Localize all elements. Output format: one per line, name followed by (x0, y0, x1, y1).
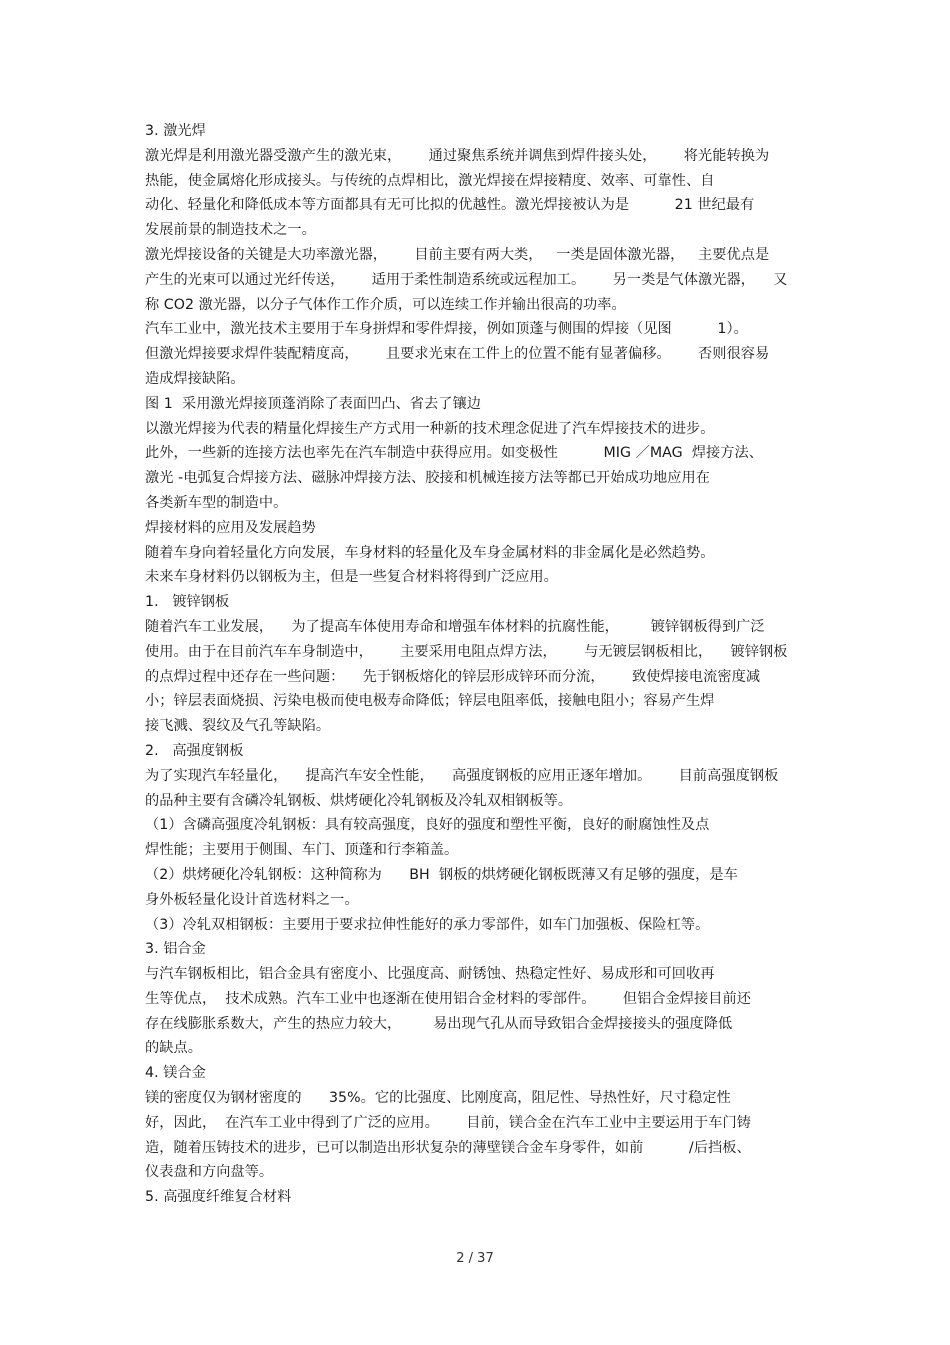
paragraph-line: 动化、轻量化和降低成本等方面都具有无可比拟的优越性。激光焊接被认为是 21 世纪最有 (145, 197, 755, 214)
section-heading: 焊接材料的应用及发展趋势 (145, 519, 316, 536)
paragraph-line: 各类新车型的制造中。 (145, 494, 288, 511)
paragraph-line: 发展前景的制造技术之一。 (145, 222, 316, 239)
paragraph-line: 此外，一些新的连接方法也率先在汽车制造中获得应用。如变极性 MIG ／MAG 焊接方法、 (145, 445, 764, 462)
section-heading: 2. 高强度钢板 (145, 742, 244, 759)
paragraph-line: 激光焊接设备的关键是大功率激光器， 目前主要有两大类， 一类是固体激光器， 主要优点是 (145, 246, 770, 263)
paragraph-line: 热能，使金属熔化形成接头。与传统的点焊相比，激光焊接在焊接精度、效率、可靠性、自 (145, 172, 715, 189)
paragraph-line: 随着车身向着轻量化方向发展，车身材料的轻量化及车身金属材料的非金属化是必然趋势。 (145, 544, 715, 561)
paragraph-line: 随着汽车工业发展， 为了提高车体使用寿命和增强车体材料的抗腐性能， 镀锌钢板得到广泛 (145, 618, 765, 635)
page-body (145, 119, 810, 1210)
paragraph-line: 造成焊接缺陷。 (145, 370, 245, 387)
paragraph-line: （3）冷轧双相钢板：主要用于要求拉伸性能好的承力零部件，如车门加强板、保险杠等。 (145, 916, 710, 933)
figure-caption: 图 1 采用激光焊接顶蓬消除了表面凹凸、省去了镶边 (145, 395, 481, 412)
section-heading: 1. 镀锌钢板 (145, 594, 230, 611)
paragraph-line: 的品种主要有含磷冷轧钢板、烘烤硬化冷轧钢板及冷轧双相钢板等。 (145, 792, 573, 809)
section-heading: 5. 高强度纤维复合材料 (145, 1189, 292, 1206)
paragraph-line: 造，随着压铸技术的进步，已可以制造出形状复杂的薄壁镁合金车身零件，如前 /后挡板、 (145, 1139, 751, 1156)
paragraph-line: 激光 -电弧复合焊接方法、磁脉冲焊接方法、胶接和机械连接方法等都已开始成功地应用在 (145, 470, 710, 487)
paragraph-line: 使用。由于在目前汽车车身制造中， 主要采用电阻点焊方法， 与无镀层钢板相比， 镀锌钢板 (145, 643, 788, 660)
paragraph-line: 身外板轻量化设计首选材料之一。 (145, 891, 359, 908)
section-heading: 3. 激光焊 (145, 123, 206, 139)
paragraph-line: 产生的光束可以通过光纤传送， 适用于柔性制造系统或远程加工。 另一类是气体激光器， 又 (145, 271, 788, 288)
paragraph-line: 的点焊过程中还存在一些问题： 先于钢板熔化的锌层形成锌环而分流， 致使焊接电流密度减 (145, 668, 761, 685)
paragraph-line: （1）含磷高强度冷轧钢板：具有较高强度，良好的强度和塑性平衡，良好的耐腐蚀性及点 (145, 817, 710, 834)
paragraph-line: 但激光焊接要求焊件装配精度高， 且要求光束在工件上的位置不能有显著偏移。 否则很容易 (145, 346, 770, 363)
section-heading: 4. 镁合金 (145, 1065, 206, 1082)
paragraph-line: 仪表盘和方向盘等。 (145, 1164, 274, 1181)
paragraph-line: 汽车工业中，激光技术主要用于车身拼焊和零件焊接，例如顶蓬与侧围的焊接（见图 1）。 (145, 321, 748, 338)
paragraph-line: 生等优点， 技术成熟。汽车工业中也逐渐在使用铝合金材料的零部件。 但铝合金焊接目前还 (145, 990, 751, 1007)
section-heading: 3. 铝合金 (145, 941, 206, 958)
paragraph-line: 存在线膨胀系数大，产生的热应力较大， 易出现气孔从而导致铝合金焊接接头的强度降低 (145, 1015, 733, 1032)
page-number: 2 / 37 (456, 1251, 494, 1266)
paragraph-line: 接飞溅、裂纹及气孔等缺陷。 (145, 718, 331, 735)
paragraph-line: 镁的密度仅为钢材密度的 35%。它的比强度、比刚度高，阻尼性、导热性好，尺寸稳定性 (145, 1090, 731, 1107)
paragraph-line: 为了实现汽车轻量化， 提高汽车安全性能， 高强度钢板的应用正逐年增加。 目前高强度钢板 (145, 767, 779, 784)
paragraph-line: 小；锌层表面烧损、污染电极而使电极寿命降低；锌层电阻率低，接触电阻小；容易产生焊 (145, 693, 715, 710)
paragraph-line: 激光焊是利用激光器受激产生的激光束， 通过聚焦系统并调焦到焊件接头处， 将光能转换为 (145, 147, 770, 164)
paragraph-line: （2）烘烤硬化冷轧钢板：这种简称为 BH 钢板的烘烤硬化钢板既薄又有足够的强度，是车 (145, 866, 738, 883)
paragraph-line: 与汽车钢板相比，铝合金具有密度小、比强度高、耐锈蚀、热稳定性好、易成形和可回收再 (145, 966, 715, 983)
paragraph-line: 称 CO2 激光器，以分子气体作工作介质，可以连续工作并输出很高的功率。 (145, 296, 626, 313)
paragraph-line: 的缺点。 (145, 1040, 202, 1057)
paragraph-line: 好，因此， 在汽车工业中得到了广泛的应用。 目前，镁合金在汽车工业中主要运用于车门铸 (145, 1114, 751, 1131)
paragraph-line: 以激光焊接为代表的精量化焊接生产方式用一种新的技术理念促进了汽车焊接技术的进步。 (145, 420, 715, 437)
paragraph-line: 焊性能；主要用于侧围、车门、顶蓬和行李箱盖。 (145, 842, 459, 859)
paragraph-line: 未来车身材料仍以钢板为主，但是一些复合材料将得到广泛应用。 (145, 569, 558, 586)
